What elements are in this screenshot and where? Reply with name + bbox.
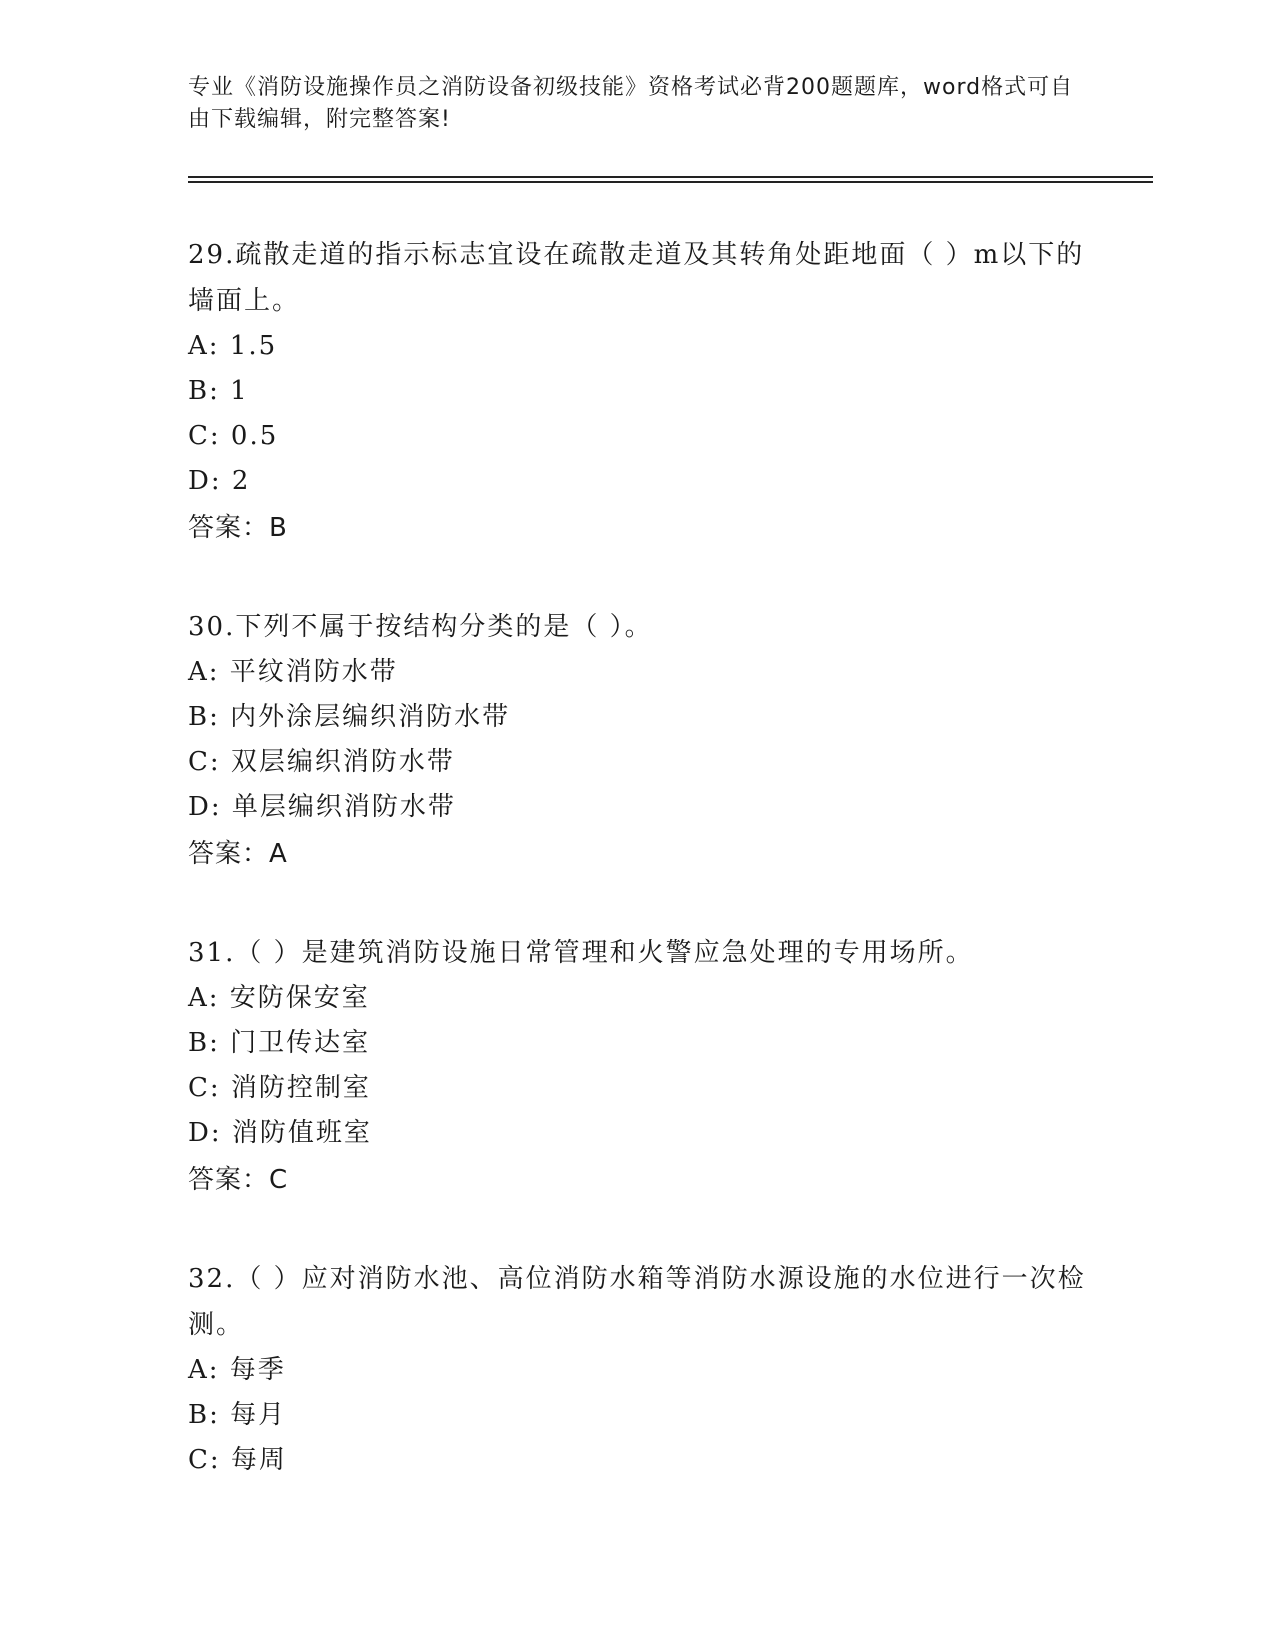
document-header: [188, 72, 1088, 136]
option-b: B: 内外涂层编织消防水带: [188, 702, 511, 732]
option-c: C: 每周: [188, 1445, 287, 1475]
question-31: [188, 930, 1088, 1204]
option-c: C: 0.5: [188, 421, 279, 451]
question-30: [188, 604, 1088, 878]
answer-line: 答案：B: [188, 513, 288, 543]
option-a: A: 每季: [188, 1355, 286, 1385]
option-c: C: 双层编织消防水带: [188, 747, 455, 777]
option-d: D: 消防值班室: [188, 1118, 372, 1148]
option-d: D: 2: [188, 466, 251, 496]
option-a: A: 1.5: [188, 331, 278, 361]
answer-line: 答案：A: [188, 839, 288, 869]
option-b: B: 1: [188, 376, 249, 406]
option-b: B: 门卫传达室: [188, 1028, 371, 1058]
question-29: [188, 232, 1088, 552]
header-divider-top: [188, 176, 1153, 178]
header-divider-bottom: [188, 181, 1153, 183]
header-text: 专业《消防设施操作员之消防设备初级技能》资格考试必背200题题库，word格式可自由下载编辑，附完整答案!: [188, 75, 1074, 132]
option-d: D: 单层编织消防水带: [188, 792, 456, 822]
question-32: [188, 1256, 1088, 1483]
option-c: C: 消防控制室: [188, 1073, 371, 1103]
question-stem: 31.（ ）是建筑消防设施日常管理和火警应急处理的专用场所。: [188, 938, 974, 968]
question-stem: 32.（ ）应对消防水池、高位消防水箱等消防水源设施的水位进行一次检测。: [188, 1264, 1086, 1340]
question-list: [188, 232, 1088, 1535]
option-b: B: 每月: [188, 1400, 287, 1430]
question-stem: 30.下列不属于按结构分类的是（ ）。: [188, 612, 653, 642]
option-a: A: 平纹消防水带: [188, 657, 398, 687]
question-stem: 29.疏散走道的指示标志宜设在疏散走道及其转角处距地面（ ）m以下的墙面上。: [188, 240, 1085, 316]
option-a: A: 安防保安室: [188, 983, 370, 1013]
answer-line: 答案：C: [188, 1165, 289, 1195]
